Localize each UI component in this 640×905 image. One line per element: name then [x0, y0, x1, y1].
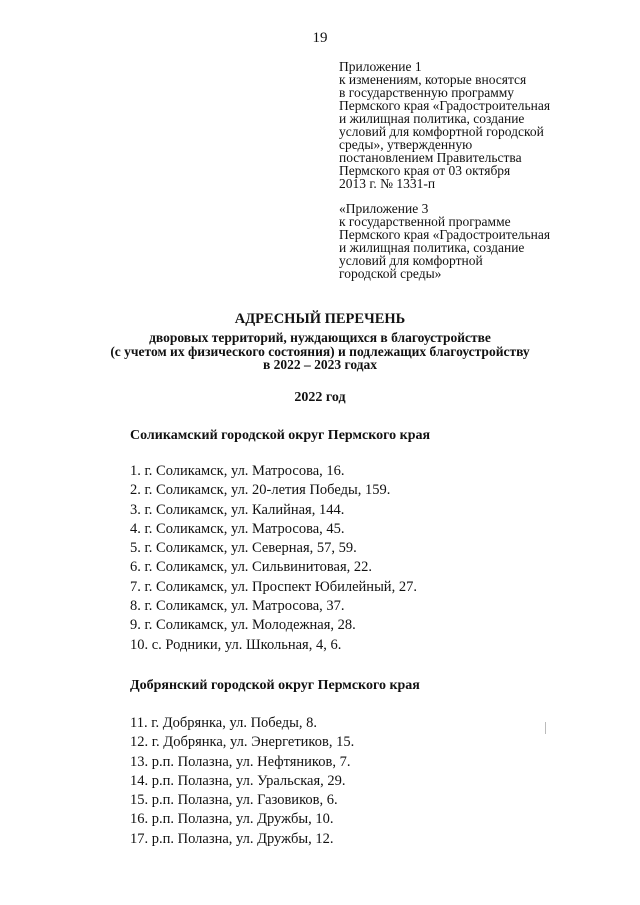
list-item: 13. р.п. Полазна, ул. Нефтяников, 7. [130, 753, 351, 770]
list-item: 14. р.п. Полазна, ул. Уральская, 29. [130, 772, 346, 789]
list-item: 16. р.п. Полазна, ул. Дружбы, 10. [130, 811, 334, 828]
section-heading-dobryanka: Добрянский городской округ Пермского края [130, 678, 420, 693]
list-item: 17. р.п. Полазна, ул. Дружбы, 12. [130, 830, 334, 847]
list-item: 11. г. Добрянка, ул. Победы, 8. [130, 715, 317, 731]
appendix-1-line: 2013 г. № 1331-п [339, 176, 436, 191]
page-number: 19 [312, 30, 328, 46]
scan-speck [545, 722, 546, 734]
appendix-1-line: постановлением Правительства [339, 150, 522, 165]
appendix-3-block [339, 202, 599, 280]
list-item: 4. г. Соликамск, ул. Матросова, 45. [130, 520, 345, 537]
subtitle-line: (с учетом их физического состояния) и подлежащих благоустройству [110, 343, 530, 359]
appendix-1-line: в государственную программу [339, 85, 515, 100]
appendix-1-line: условий для комфортной городской [339, 124, 544, 139]
year-heading: 2022 год [294, 390, 346, 405]
list-item: 5. г. Соликамск, ул. Северная, 57, 59. [130, 540, 357, 557]
list-item: 6. г. Соликамск, ул. Сильвинитовая, 22. [130, 559, 372, 576]
appendix-1-line: к изменениям, которые вносятся [339, 72, 527, 87]
list-item: 10. с. Родники, ул. Школьная, 4, 6. [130, 636, 342, 653]
appendix-3-line: к государственной программе [339, 214, 511, 229]
list-item: 2. г. Соликамск, ул. 20-летия Победы, 159. [130, 482, 391, 499]
list-item: 7. г. Соликамск, ул. Проспект Юбилейный, 27. [130, 578, 417, 595]
list-item: 1. г. Соликамск, ул. Матросова, 16. [130, 463, 345, 479]
appendix-3-line: городской среды» [339, 266, 442, 281]
appendix-3-line: Пермского края «Градостроительная [339, 227, 551, 242]
list-item: 12. г. Добрянка, ул. Энергетиков, 15. [130, 734, 355, 751]
appendix-3-line: и жилищная политика, создание [339, 240, 525, 255]
list-item: 9. г. Соликамск, ул. Молодежная, 28. [130, 617, 356, 634]
appendix-1-line: Приложение 1 [339, 59, 422, 74]
address-list-solikamsk [130, 462, 417, 655]
appendix-3-line: условий для комфортной [339, 253, 483, 268]
subtitle-line: в 2022 – 2023 годах [262, 357, 378, 372]
appendix-3-line: «Приложение 3 [339, 201, 429, 216]
appendix-1-line: и жилищная политика, создание [339, 111, 525, 126]
document-title: АДРЕСНЫЙ ПЕРЕЧЕНЬ [234, 311, 406, 327]
section-heading-solikamsk: Соликамский городской округ Пермского края [130, 428, 431, 443]
address-list-dobryanka [130, 714, 354, 849]
list-item: 15. р.п. Полазна, ул. Газовиков, 6. [130, 792, 338, 809]
list-item: 8. г. Соликамск, ул. Матросова, 37. [130, 598, 345, 615]
appendix-1-line: Пермского края от 03 октября [339, 163, 511, 178]
appendix-1-block [339, 60, 599, 190]
list-item: 3. г. Соликамск, ул. Калийная, 144. [130, 501, 345, 518]
appendix-1-line: среды», утвержденную [339, 137, 473, 152]
subtitle-line: дворовых территорий, нуждающихся в благоустройстве [149, 330, 491, 345]
document-subtitle [0, 331, 640, 372]
appendix-1-line: Пермского края «Градостроительная [339, 98, 551, 113]
